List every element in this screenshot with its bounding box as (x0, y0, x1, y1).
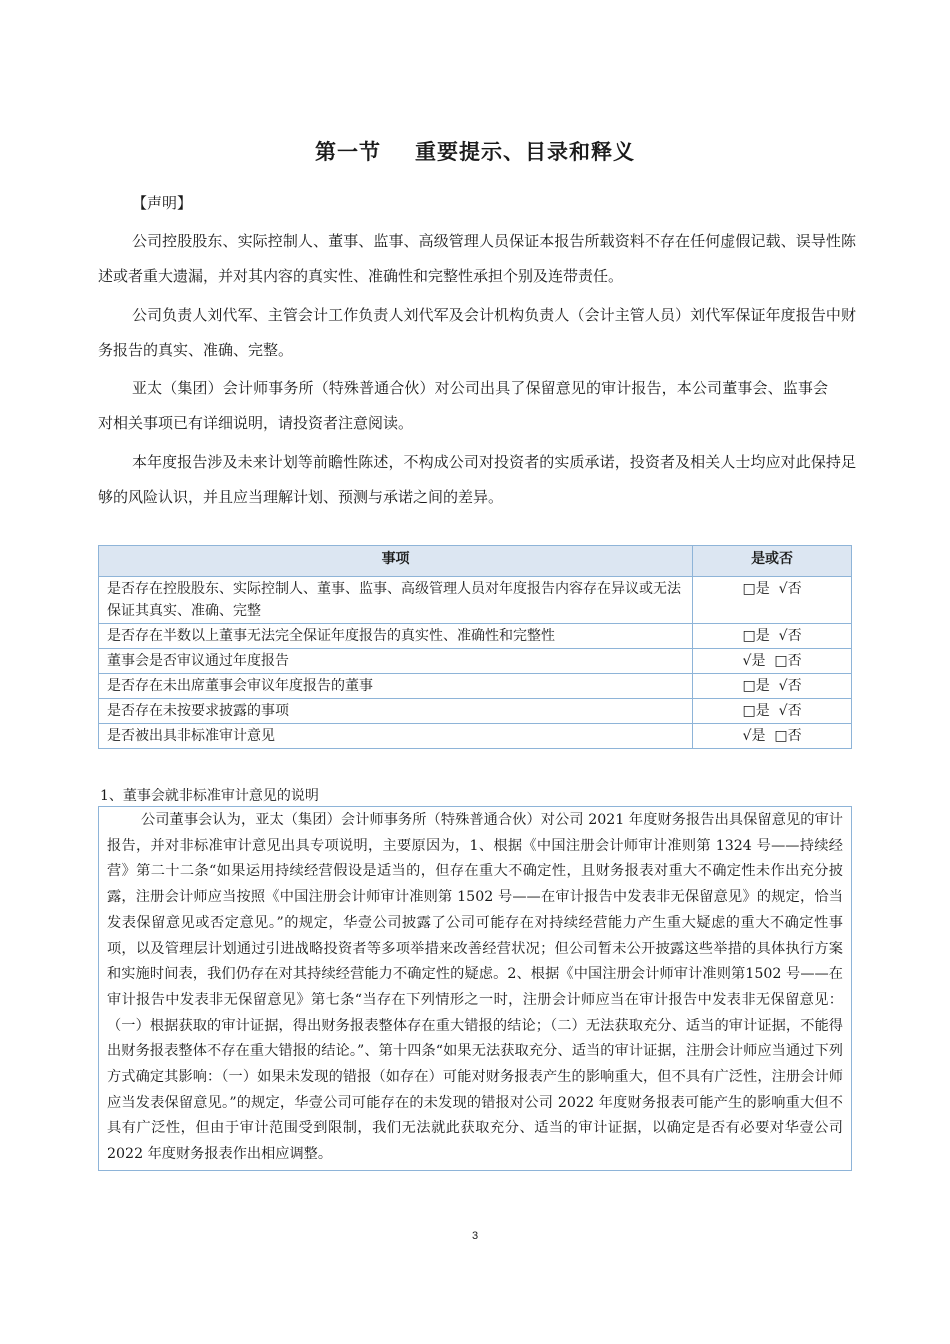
table-row (99, 699, 852, 724)
row-item: 是否存在半数以上董事无法完全保证年度报告的真实性、准确性和完整性 (99, 624, 693, 649)
row-answer: □是 √否 (693, 699, 852, 724)
statement-label: 【声明】 (132, 194, 193, 212)
header-answer: 是或否 (693, 546, 852, 577)
paragraph-4: 本年度报告涉及未来计划等前瞻性陈述，不构成公司对投资者的实质承诺，投资者及相关人士均应对此保持足够的风险认识，并且应当理解计划、预测与承诺之间的差异。 (98, 453, 856, 506)
row-item: 是否存在未出席董事会审议年度报告的董事 (99, 674, 693, 699)
matters-table (98, 545, 852, 749)
row-answer: √是 □否 (693, 724, 852, 749)
paragraph-2: 公司负责人刘代军、主管会计工作负责人刘代军及会计机构负责人（会计主管人员）刘代军保证年度报告中财务报告的真实、准确、完整。 (98, 306, 856, 359)
section-number: 第一节 (315, 140, 381, 164)
table-row (99, 724, 852, 749)
row-item: 是否存在控股股东、实际控制人、董事、监事、高级管理人员对年度报告内容存在异议或无法保证其真实、准确、完整 (99, 577, 693, 624)
page-number: 3 (471, 1230, 479, 1242)
section-heading: 重要提示、目录和释义 (415, 140, 635, 164)
row-item: 是否被出具非标准审计意见 (99, 724, 693, 749)
table-header-row (99, 546, 852, 577)
row-answer: □是 √否 (693, 577, 852, 624)
table-row (99, 577, 852, 624)
row-answer: □是 √否 (693, 674, 852, 699)
explanation-box: 公司董事会认为，亚太（集团）会计师事务所（特殊普通合伙）对公司 2021 年度财务报告出具保留意见的审计报告，并对非标准审计意见出具专项说明，主要原因为，1、根据《中国注册会计师审计准则第 1324 号——持续经营》第二十二条“如果运用持续经营假设是适当的，但存在重大不确定性，且财务报表对重大不确定性未作出充分披露，注册会计师应当按照《中国注册会计师审计准则第 1502 号——在审计报告中发表非无保留意见》的规定，恰当发表保留意见或否定意见。”的规定，华壹公司披露了公司可能存在对持续经营能力产生重大疑虑的重大不确定性事项，以及管理层计划通过引进战略投资者等多项举措来改善经营状况；但公司暂未公开披露这些举措的具体执行方案和实施时间表，我们仍存在对其持续经营能力不确定性的疑虑。2、根据《中国注册会计师审计准则第1502 号——在审计报告中发表非无保留意见》第七条“当存在下列情形之一时，注册会计师应当在审计报告中发表非无保留意见：（一）根据获取的审计证据，得出财务报表整体存在重大错报的结论；（二）无法获取充分、适当的审计证据，不能得出财务报表整体不存在重大错报的结论。”、第十四条“如果无法获取充分、适当的审计证据，注册会计师应当通过下列方式确定其影响：（一）如果未发现的错报（如存在）可能对财务报表产生的影响重大，但不具有广泛性，注册会计师应当发表保留意见。”的规定，华壹公司可能存在的未发现的错报对公司 2022 年度财务报表可能产生的影响重大但不具有广泛性，但由于审计范围受到限制，我们无法就此获取充分、适当的审计证据，以确定是否有必要对华壹公司 2022 年度财务报表作出相应调整。 (98, 806, 852, 1171)
paragraph-1: 公司控股股东、实际控制人、董事、监事、高级管理人员保证本报告所载资料不存在任何虚假记载、误导性陈述或者重大遗漏，并对其内容的真实性、准确性和完整性承担个别及连带责任。 (98, 232, 856, 285)
row-answer: √是 □否 (693, 649, 852, 674)
table-row (99, 649, 852, 674)
table-row (99, 674, 852, 699)
section-title (0, 136, 950, 166)
table-row (99, 624, 852, 649)
explanation-heading: 1、董事会就非标准审计意见的说明 (100, 788, 319, 804)
row-item: 是否存在未按要求披露的事项 (99, 699, 693, 724)
row-answer: □是 √否 (693, 624, 852, 649)
row-item: 董事会是否审议通过年度报告 (99, 649, 693, 674)
paragraph-3: 亚太（集团）会计师事务所（特殊普通合伙）对公司出具了保留意见的审计报告，本公司董事会、监事会对相关事项已有详细说明，请投资者注意阅读。 (98, 379, 828, 432)
header-item: 事项 (99, 546, 693, 577)
